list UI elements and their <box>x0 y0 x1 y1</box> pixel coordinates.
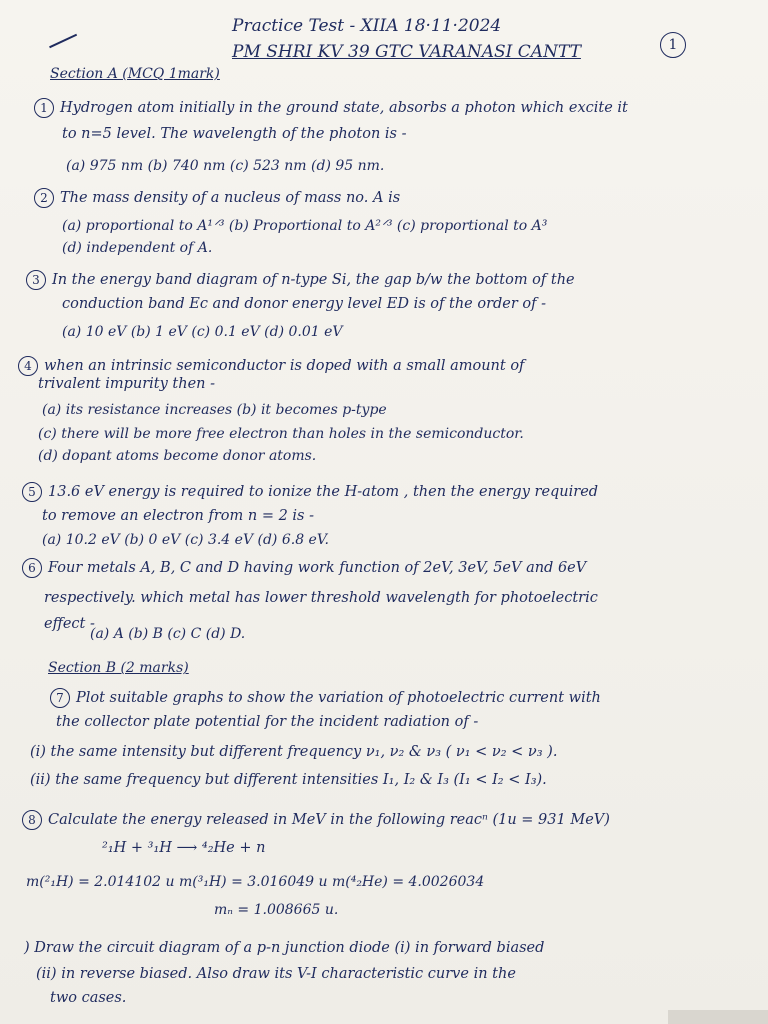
pen-stroke <box>49 34 77 48</box>
question-number: 2 <box>34 188 54 208</box>
question-number: 7 <box>50 688 70 708</box>
question-9-line-1: ) Draw the circuit diagram of a p-n junction diode (i) in forward biased <box>24 940 545 956</box>
question-2-options-1: (a) proportional to A¹ᐟ³ (b) Proportional to A²ᐟ³ (c) proportional to A³ <box>62 218 548 234</box>
section-a-title: Section A (MCQ 1mark) <box>50 66 220 82</box>
question-8-masses: m(²₁H) = 2.014102 u m(³₁H) = 3.016049 u m(⁴₂He) = 4.0026034 <box>26 874 485 890</box>
question-7-part-i: (i) the same intensity but different frequency ν₁, ν₂ & ν₃ ( ν₁ < ν₂ < ν₃ ). <box>30 744 558 760</box>
question-6-options: (a) A (b) B (c) C (d) D. <box>90 626 246 642</box>
question-5-line-1: 5 13.6 eV energy is required to ionize the H-atom , then the energy required <box>22 482 598 502</box>
question-number: 8 <box>22 810 42 830</box>
question-9-line-3: two cases. <box>50 990 127 1006</box>
question-number: 4 <box>18 356 38 376</box>
question-3-line-2: conduction band Ec and donor energy level ED is of the order of - <box>62 296 547 312</box>
question-number: 5 <box>22 482 42 502</box>
question-8-neutron-mass: mₙ = 1.008665 u. <box>214 902 339 918</box>
question-number: 6 <box>22 558 42 578</box>
question-8-line-1: 8 Calculate the energy released in MeV in the following reacⁿ (1u = 931 MeV) <box>22 810 610 830</box>
question-3-options: (a) 10 eV (b) 1 eV (c) 0.1 eV (d) 0.01 eV <box>62 324 343 340</box>
section-b-title: Section B (2 marks) <box>48 660 189 676</box>
question-7-part-ii: (ii) the same frequency but different intensities I₁, I₂ & I₃ (I₁ < I₂ < I₃). <box>30 772 547 788</box>
question-4-option-a-b: (a) its resistance increases (b) it becomes p-type <box>42 402 387 418</box>
question-5-line-2: to remove an electron from n = 2 is - <box>42 508 315 524</box>
question-number: 3 <box>26 270 46 290</box>
question-3-line-1: 3 In the energy band diagram of n-type Si, the gap b/w the bottom of the <box>26 270 575 290</box>
question-4-option-d: (d) dopant atoms become donor atoms. <box>38 448 317 464</box>
question-4-line-2: trivalent impurity then - <box>38 376 216 392</box>
test-title: Practice Test - XIIA 18·11·2024 <box>232 16 502 36</box>
page-number: 1 <box>660 32 686 58</box>
question-2-options-2: (d) independent of A. <box>62 240 213 256</box>
question-6-line-1: 6 Four metals A, B, C and D having work function of 2eV, 3eV, 5eV and 6eV <box>22 558 586 578</box>
question-5-options: (a) 10.2 eV (b) 0 eV (c) 3.4 eV (d) 6.8 eV. <box>42 532 329 548</box>
question-7-line-2: the collector plate potential for the incident radiation of - <box>56 714 479 730</box>
question-1-options: (a) 975 nm (b) 740 nm (c) 523 nm (d) 95 nm. <box>66 158 385 174</box>
question-number: 1 <box>34 98 54 118</box>
question-9-line-2: (ii) in reverse biased. Also draw its V-I characteristic curve in the <box>36 966 516 982</box>
question-1-line-1: 1 Hydrogen atom initially in the ground state, absorbs a photon which excite it <box>34 98 628 118</box>
question-4-line-1: 4 when an intrinsic semiconductor is doped with a small amount of <box>18 356 524 376</box>
question-4-option-c: (c) there will be more free electron than holes in the semiconductor. <box>38 426 524 442</box>
question-2-line-1: 2 The mass density of a nucleus of mass no. A is <box>34 188 400 208</box>
school-name: PM SHRI KV 39 GTC VARANASI CANTT <box>232 42 581 62</box>
question-6-line-2: respectively. which metal has lower threshold wavelength for photoelectric <box>44 590 598 606</box>
page-edge-shadow <box>668 1010 768 1024</box>
question-8-reaction: ²₁H + ³₁H ⟶ ⁴₂He + n <box>102 840 266 856</box>
question-6-line-3: effect - <box>44 616 95 632</box>
question-1-line-2: to n=5 level. The wavelength of the photon is - <box>62 126 407 142</box>
question-7-line-1: 7 Plot suitable graphs to show the variation of photoelectric current with <box>50 688 601 708</box>
